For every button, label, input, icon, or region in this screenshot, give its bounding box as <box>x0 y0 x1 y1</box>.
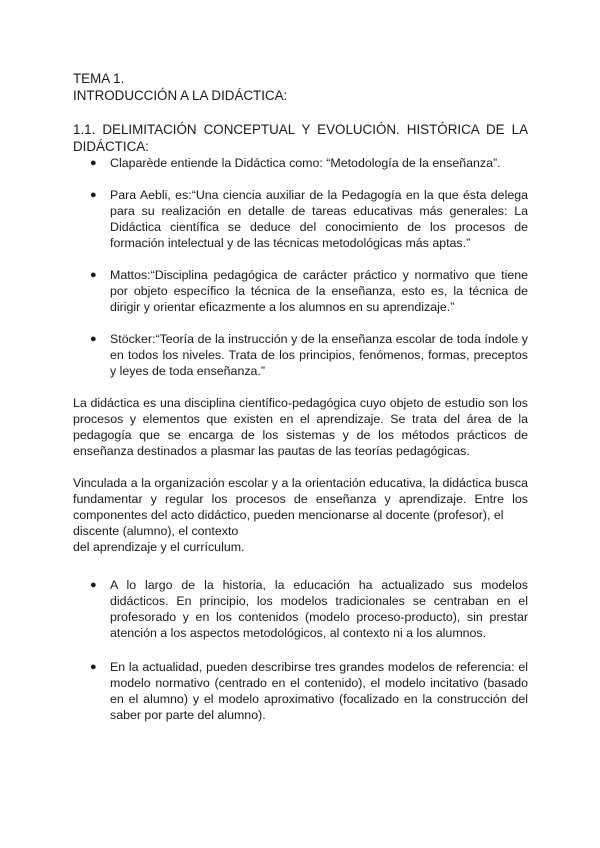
list-item-text: Mattos:“Disciplina pedagógica de carácter práctico y normativo que tiene por objeto específico la técnica de la enseñanza, esto es, la técnica de dirigir y orientar eficazmente a los alumnos en su aprendizaje.” <box>110 268 528 314</box>
page-title: INTRODUCCIÓN A LA DIDÁCTICA: <box>73 88 288 103</box>
list-item-text: En la actualidad, pueden describirse tres grandes modelos de referencia: el modelo normativo (centrado en el contenido), el modelo incitativo (basado en el alumno) y el modelo aproximativo (focalizado en la construcción del saber por parte del alumno). <box>110 660 528 722</box>
list-item <box>73 267 528 315</box>
bullet-icon: ● <box>90 189 97 201</box>
paragraph-components-line-a: discente (alumno), el contexto <box>73 524 239 538</box>
bullet-icon: ● <box>90 661 97 673</box>
list-item <box>73 659 528 723</box>
models-list <box>73 577 528 723</box>
bullet-icon: ● <box>90 579 97 591</box>
section-heading: 1.1. DELIMITACIÓN CONCEPTUAL Y EVOLUCIÓN. HISTÓRICA DE LA DIDÁCTICA: <box>73 122 528 154</box>
bullet-icon: ● <box>90 269 97 281</box>
list-item <box>73 331 528 379</box>
list-item <box>73 577 528 641</box>
list-item <box>73 187 528 251</box>
paragraph-components-main: Vinculada a la organización escolar y a la orientación educativa, la didáctica busca fundamentar y regular los procesos de enseñanza y aprendizaje. Entre los componentes del acto didáctico, pueden mencionarse al docente (profesor), el <box>73 476 528 522</box>
list-item-text: A lo largo de la historia, la educación ha actualizado sus modelos didácticos. En principio, los modelos tradicionales se centraban en el profesorado y en los contenidos (modelo proceso-producto), sin prestar atención a los aspectos metodológicos, al contexto ni a los alumnos. <box>110 578 528 640</box>
list-item <box>73 155 528 171</box>
paragraph-components <box>73 475 528 555</box>
list-item-text: Claparède entiende la Didáctica como: “Metodología de la enseñanza”. <box>110 156 501 170</box>
paragraph-definition: La didáctica es una disciplina científico-pedagógica cuyo objeto de estudio son los procesos y elementos que existen en el aprendizaje. Se trata del área de la pedagogía que se encarga de los sistemas y de los métodos prácticos de enseñanza destinados a plasmar las pautas de las teorías pedagógicas. <box>73 396 528 458</box>
bullet-icon: ● <box>90 157 97 169</box>
paragraph-components-line-b: del aprendizaje y el currículum. <box>73 540 245 554</box>
bullet-icon: ● <box>90 333 97 345</box>
definitions-list <box>73 155 528 379</box>
list-item-text: Para Aebli, es:“Una ciencia auxiliar de la Pedagogía en la que ésta delega para su realización en detalle de tareas educativas más generales: La Didáctica científica se deduce del conocimiento de los procesos de formación intelectual y de las técnicas metodológicas más aptas.” <box>110 188 528 250</box>
tema-label: TEMA 1. <box>73 71 125 86</box>
list-item-text: Stöcker:“Teoría de la instrucción y de la enseñanza escolar de toda índole y en todos los niveles. Trata de los principios, fenómenos, formas, preceptos y leyes de toda enseñanza.” <box>110 332 528 378</box>
